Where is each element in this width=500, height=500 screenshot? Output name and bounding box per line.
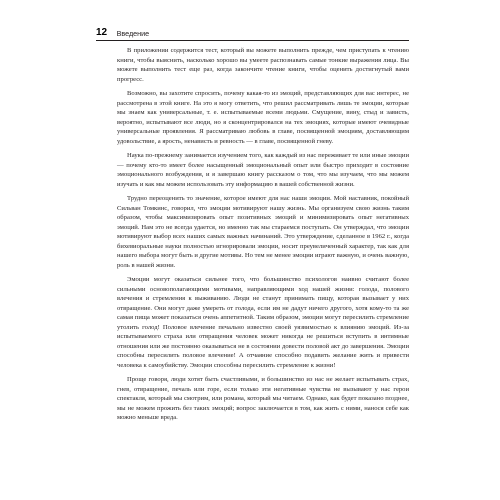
paragraph: Возможно, вы захотите спросить, почему какая-то из эмоций, представляющих для вас интерес, не рассмотрена в этой книге. На это я могу ответить, что решил рассматривать лишь те эмоции, которые мы знаем как универсальные, т. е. испытываемые всеми людьми. Смущение, вину, стыд и зависть, вероятно, испытывают все люди, но я сконцентрировался на тех эмоциях, которые имеют очевидные универсальные проявления. Я рассматриваю любовь в главе, посвященной эмоциям, доставляющим удовольствие, а ярость, ненависть и ревность — в главе, посвященной гневу. — [117, 90, 409, 145]
body-text — [117, 46, 409, 423]
paragraph: Проще говоря, люди хотят быть счастливыми, и большинство из нас не желает испытывать страх, гнев, отвращение, печаль или горе, если только эти негативные чувства не вызывают у нас герои спектакля, который мы смотрим, или романа, который мы читаем. Однако, как будет показано позднее, мы не можем прожить без таких эмоций; вопрос заключается в том, как жить с ними, нанося себе как можно меньше вреда. — [117, 376, 409, 421]
paragraph: Эмоции могут оказаться сильнее того, что большинство психологов наивно считают более сильными основополагающими мотивами, направляющими ход нашей жизни: голода, полового влечения и стремления к выживанию. Люди не станут принимать пищу, которая вызывает у них отвращение. Они могут даже умереть от голода, если им не дадут ничего другого, хотя кому-то та же самая пища может показаться очень аппетитной. Таким образом, эмоции могут пересилить стремление утолить голод! Половое влечение печально известно своей уязвимостью к влиянию эмоций. Из-за испытываемого страха или отвращения человек может никогда не решиться вступить в интимные отношения или же постоянно оказываться не в состоянии довести половой акт до завершения. Эмоции способны пересилить половое влечение! А отчаяние способно подавить желание жить и привести человека к самоубийству. Эмоции способны пересилить стремление к жизни! — [117, 276, 409, 369]
page-number: 12 — [96, 27, 108, 38]
running-header — [96, 28, 409, 41]
paragraph: Наука по-прежнему занимается изучением того, как каждый из нас переживает те или иные эмоции — почему кто-то имеет более насыщенный эмоциональный опыт или быстро приходит в состояние эмоционального возбуждения, и я завершаю книгу рассказом о том, что мы изучаем, что мы можем изучать и как мы можем использовать эту информацию в вашей собственной жизни. — [117, 152, 409, 188]
paragraph: В приложении содержится тест, который вы можете выполнить прежде, чем приступать к чтению книги, чтобы выяснить, насколько хорошо вы умеете распознавать самые тонкие выражения лица. Вы можете выполнить тест еще раз, когда закончите чтение книги, чтобы оценить достигнутый вами прогресс. — [117, 47, 409, 83]
section-title: Введение — [116, 29, 150, 38]
paragraph: Трудно переоценить то значение, которое имеют для нас наши эмоции. Мой наставник, покойный Сильван Томкинс, говорил, что эмоции мотивируют нашу жизнь. Мы организуем свою жизнь таким образом, чтобы максимизировать опыт позитивных эмоций и минимизировать опыт негативных эмоций. Нам это не всегда удается, но именно так мы стараемся поступать. Он утверждал, что эмоции мотивируют выбор всех наших самых важных начинаний. Это утверждение, сделанное в 1962 г., когда бихевиоральные науки полностью игнорировали эмоции, носит преувеличенный характер, так как для нашего выбора могут быть и другие мотивы. Но тем не менее эмоции играют важную, и очень важную, роль в нашей жизни. — [117, 195, 409, 269]
